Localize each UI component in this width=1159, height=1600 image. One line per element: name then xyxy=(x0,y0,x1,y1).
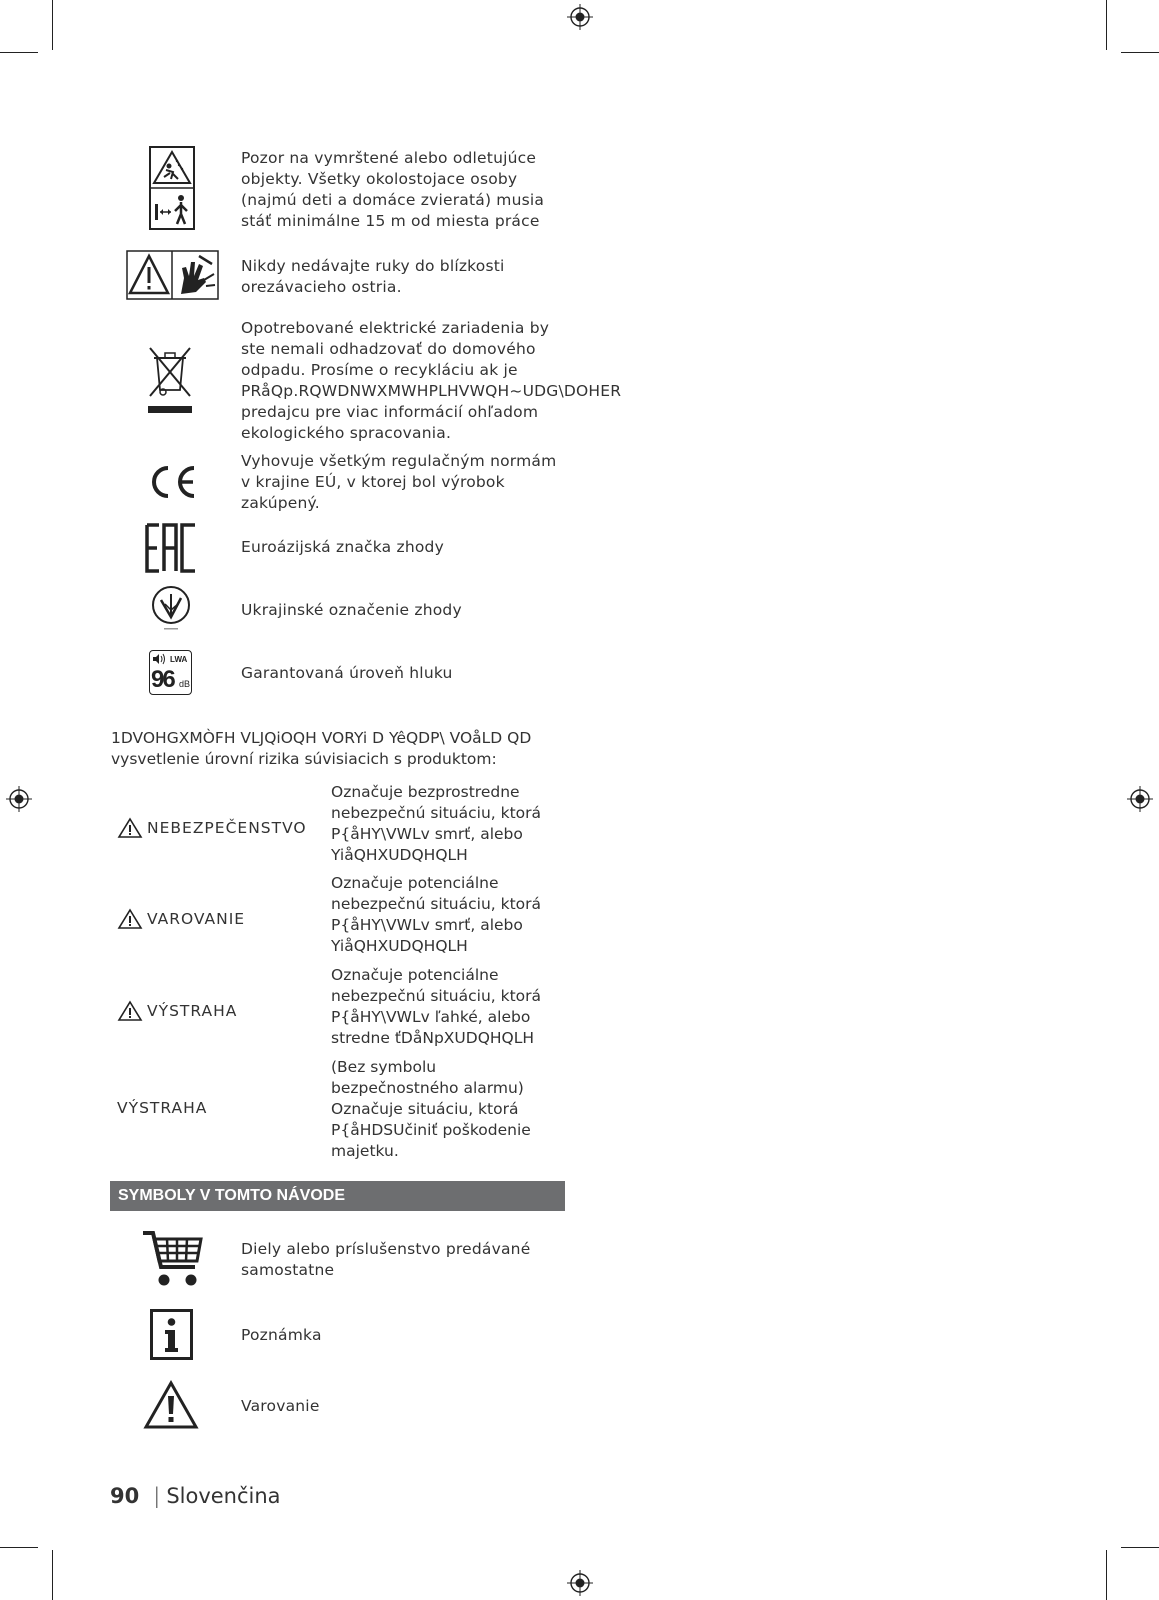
risk-label-text: VAROVANIE xyxy=(147,910,246,928)
eac-mark-icon xyxy=(145,523,197,573)
page-number: 90 xyxy=(110,1484,140,1508)
warning-triangle-icon xyxy=(117,908,143,930)
noise-label: LWA xyxy=(170,655,188,664)
risk-description: Označuje potenciálne nebezpečnú situáciu, ktorá P{åHY\VWLv smrť, alebo YiåQHXUDQHQLH xyxy=(331,874,542,955)
registration-mark-icon xyxy=(6,786,32,812)
risk-label-warning xyxy=(117,908,245,930)
crop-mark xyxy=(52,1550,53,1600)
registration-mark-icon xyxy=(1127,786,1153,812)
risk-label-danger xyxy=(117,817,307,839)
symbol-description: Poznámka xyxy=(241,1326,322,1344)
risk-label-text: VÝSTRAHA xyxy=(147,1002,238,1020)
symbol-description: Ukrajinské označenie zhody xyxy=(241,601,462,619)
noise-unit: dB xyxy=(179,679,191,689)
page-footer xyxy=(110,1484,281,1508)
weee-disposal-icon xyxy=(144,344,196,416)
symbol-description: Diely alebo príslušenstvo predávané samostatne xyxy=(241,1240,531,1279)
warning-triangle-icon xyxy=(143,1380,199,1430)
crop-mark xyxy=(1121,1547,1159,1548)
risk-label-text: VÝSTRAHA xyxy=(117,1099,208,1117)
crop-mark xyxy=(1106,1550,1107,1600)
symbol-description: Varovanie xyxy=(241,1397,320,1415)
symbol-description: Opotrebované elektrické zariadenia by ste nemali odhadzovať do domového odpadu. Prosíme o recykláciu ak je PRåQp.RQWDNWXMWHPLHVWQH~UDG\DOHER predajcu pre viac informácií ohľadom ekologického spracovania. xyxy=(241,319,622,442)
section-header: SYMBOLY V TOMTO NÁVODE xyxy=(110,1181,565,1211)
registration-mark-icon xyxy=(567,4,593,30)
symbol-description: Vyhovuje všetkým regulačným normám v krajine EÚ, v ktorej bol výrobok zakúpený. xyxy=(241,452,557,512)
signal-words-intro: 1DVOHGXMÒFH VLJQiOQH VORYi D YêQDP\ VOåLD QD vysvetlenie úrovní rizika súvisiacich s produktom: xyxy=(111,729,532,768)
risk-label-caution xyxy=(117,1000,237,1022)
info-note-icon xyxy=(150,1309,193,1360)
risk-description: Označuje bezprostredne nebezpečnú situáciu, ktorá P{åHY\VWLv smrť, alebo YiåQHXUDQHQLH xyxy=(331,783,542,864)
warning-triangle-icon xyxy=(117,1000,143,1022)
risk-label-text: NEBEZPEČENSTVO xyxy=(147,819,307,837)
warning-triangle-icon xyxy=(117,817,143,839)
crop-mark xyxy=(0,52,38,53)
thrown-objects-icon xyxy=(149,146,195,230)
ukraine-mark-icon xyxy=(150,584,192,632)
risk-label-notice xyxy=(117,1099,207,1117)
shopping-cart-icon xyxy=(141,1229,203,1289)
symbol-description: Pozor na vymrštené alebo odletujúce objekty. Všetky okolostojace osoby (najmú deti a domáce zvieratá) musia stáť minimálne 15 m od miesta práce xyxy=(241,149,545,230)
symbol-description: Garantovaná úroveň hluku xyxy=(241,664,453,682)
footer-language: Slovenčina xyxy=(166,1484,281,1508)
symbol-description: Euroázijská značka zhody xyxy=(241,538,444,556)
risk-description: Označuje potenciálne nebezpečnú situáciu, ktorá P{åHY\VWLv ľahké, alebo stredne ťDåNpXUDQHQLH xyxy=(331,966,542,1047)
crop-mark xyxy=(1106,0,1107,50)
footer-separator: | xyxy=(153,1484,161,1508)
crop-mark xyxy=(0,1547,38,1548)
ce-mark-icon xyxy=(146,464,198,500)
speaker-icon xyxy=(152,653,166,665)
keep-hands-away-icon xyxy=(126,250,219,300)
risk-description: (Bez symbolu bezpečnostného alarmu) Označuje situáciu, ktorá P{åHDSUčiniť poškodenie majetku. xyxy=(331,1058,531,1160)
registration-mark-icon xyxy=(567,1570,593,1596)
crop-mark xyxy=(52,0,53,50)
noise-value: 96 xyxy=(151,666,174,693)
symbol-description: Nikdy nedávajte ruky do blízkosti orezávacieho ostria. xyxy=(241,257,505,296)
noise-level-icon xyxy=(149,650,192,695)
crop-mark xyxy=(1121,52,1159,53)
